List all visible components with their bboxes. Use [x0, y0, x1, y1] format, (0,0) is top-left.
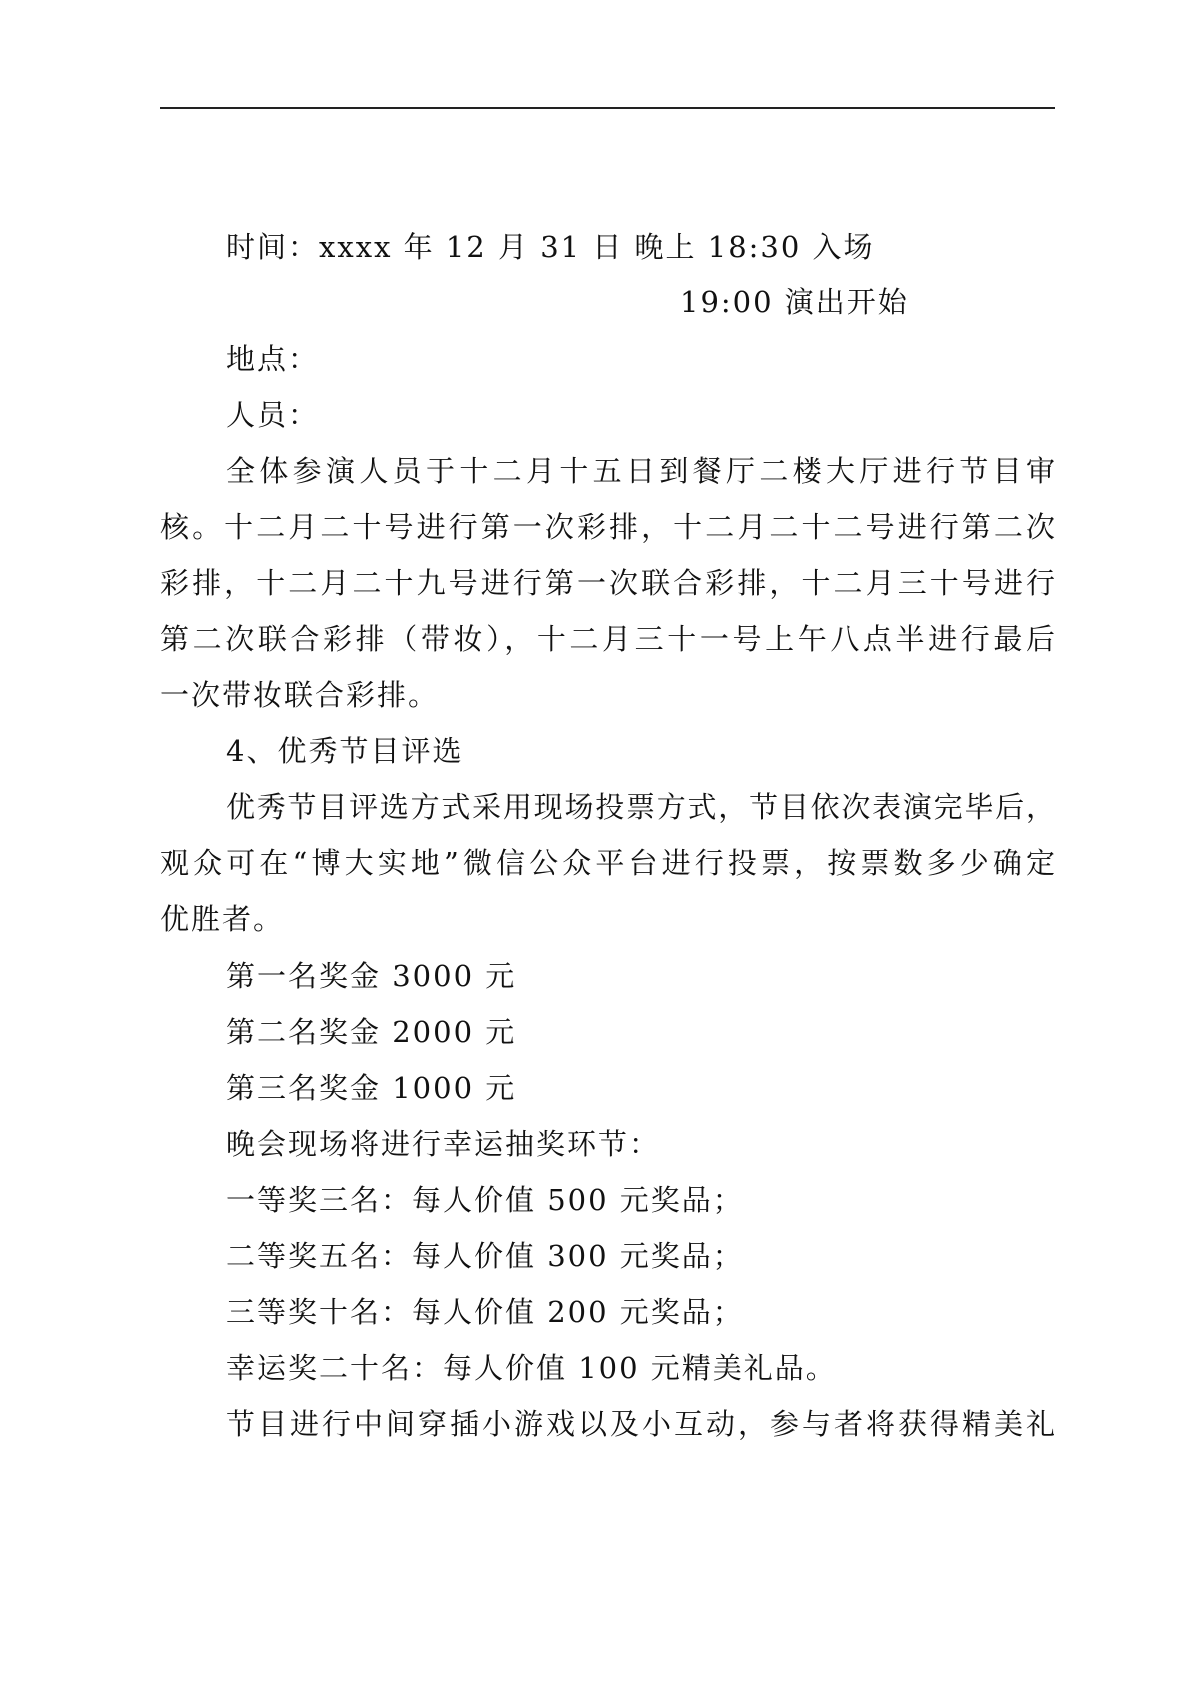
show-start-time: 19:00 演出开始	[680, 285, 909, 319]
rehearsal-line: 全体参演人员于十二月十五日到餐厅二楼大厅进行节目审	[226, 454, 1055, 488]
event-personnel: 人员：	[226, 398, 320, 432]
closing-line: 节目进行中间穿插小游戏以及小互动，参与者将获得精美礼	[226, 1407, 1055, 1441]
lottery-prize-item: 幸运奖二十名：每人价值 100 元精美礼品。	[226, 1351, 837, 1385]
voting-line: 观众可在“博大实地”微信公众平台进行投票，按票数多少确定	[160, 846, 1055, 880]
prize-item: 第二名奖金 2000 元	[226, 1015, 517, 1049]
section-heading: 4、优秀节目评选	[226, 734, 464, 768]
rehearsal-line: 核。十二月二十号进行第一次彩排，十二月二十二号进行第二次	[160, 510, 1055, 544]
lottery-prize-item: 二等奖五名：每人价值 300 元奖品；	[226, 1239, 744, 1273]
lottery-prize-item: 三等奖十名：每人价值 200 元奖品；	[226, 1295, 744, 1329]
event-time: 时间：xxxx 年 12 月 31 日 晚上 18:30 入场	[226, 230, 875, 264]
header-rule	[160, 107, 1055, 109]
lottery-prize-item: 一等奖三名：每人价值 500 元奖品；	[226, 1183, 744, 1217]
prize-item: 第三名奖金 1000 元	[226, 1071, 517, 1105]
prize-item: 第一名奖金 3000 元	[226, 959, 517, 993]
event-location: 地点：	[226, 342, 320, 376]
rehearsal-line: 彩排，十二月二十九号进行第一次联合彩排，十二月三十号进行	[160, 566, 1055, 600]
rehearsal-line: 一次带妆联合彩排。	[160, 678, 440, 712]
voting-line: 优秀节目评选方式采用现场投票方式，节目依次表演完毕后，	[226, 790, 1055, 824]
lottery-intro: 晚会现场将进行幸运抽奖环节：	[226, 1127, 661, 1161]
rehearsal-line: 第二次联合彩排（带妆），十二月三十一号上午八点半进行最后	[160, 622, 1055, 656]
voting-line: 优胜者。	[160, 902, 285, 936]
